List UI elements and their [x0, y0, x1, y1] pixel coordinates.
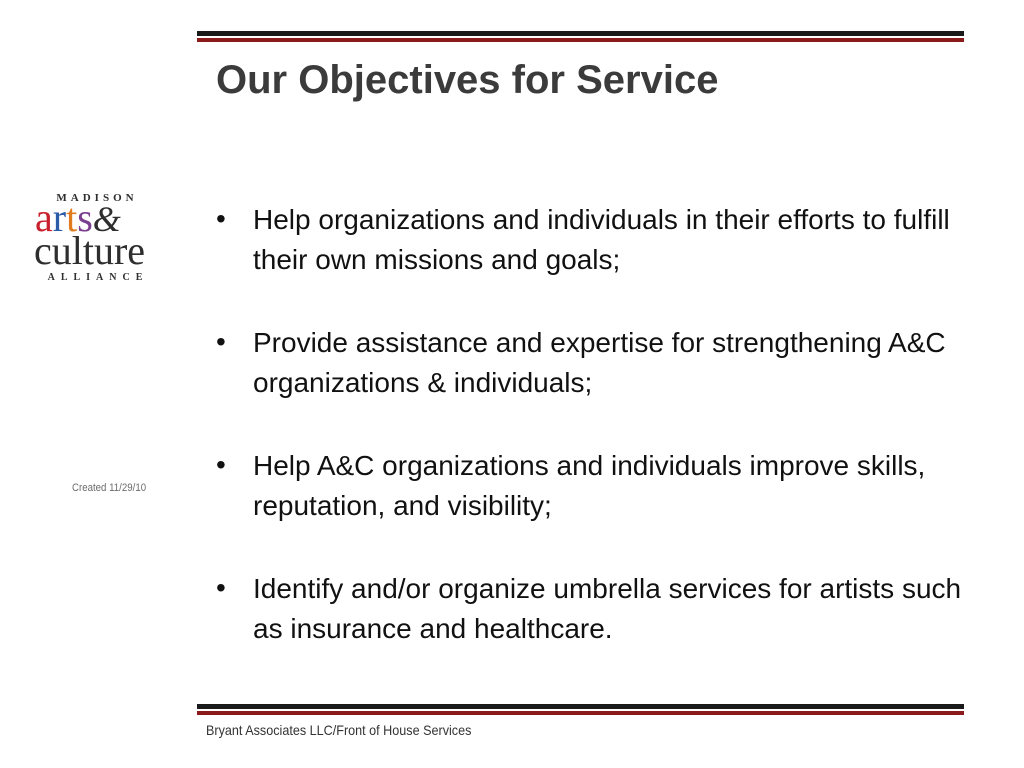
- bullet-text: Provide assistance and expertise for strengthening A&C organizations & individuals;: [253, 327, 946, 398]
- list-item: [214, 569, 974, 649]
- slide-title: Our Objectives for Service: [216, 58, 719, 102]
- logo-ampersand: &: [92, 199, 121, 239]
- bullet-icon: •: [216, 572, 226, 603]
- logo-letter-s: s: [77, 195, 93, 240]
- top-divider: [197, 31, 964, 42]
- logo-letter-a: a: [35, 195, 53, 240]
- logo-bottom-word: ALLIANCE: [47, 272, 149, 283]
- madison-arts-culture-alliance-logo: [30, 192, 165, 287]
- footer-text: Bryant Associates LLC/Front of House Services: [206, 722, 472, 738]
- list-item: [214, 446, 974, 526]
- bullet-icon: •: [216, 326, 226, 357]
- list-item: [214, 323, 974, 403]
- created-date-note: Created 11/29/10: [72, 482, 147, 494]
- bullet-icon: •: [216, 203, 226, 234]
- objectives-list: [214, 200, 974, 692]
- bottom-divider: [197, 704, 964, 715]
- logo-letter-t: t: [66, 195, 78, 240]
- logo-letter-r: r: [52, 195, 67, 240]
- bullet-text: Help A&C organizations and individuals improve skills, reputation, and visibility;: [253, 450, 926, 521]
- logo-top-word: MADISON: [56, 192, 138, 204]
- bullet-text: Identify and/or organize umbrella services for artists such as insurance and healthcare.: [253, 573, 962, 644]
- bullet-text: Help organizations and individuals in their efforts to fulfill their own missions and goals;: [253, 204, 950, 275]
- bullet-icon: •: [216, 449, 226, 480]
- logo-culture-word: culture: [34, 228, 146, 273]
- list-item: [214, 200, 974, 280]
